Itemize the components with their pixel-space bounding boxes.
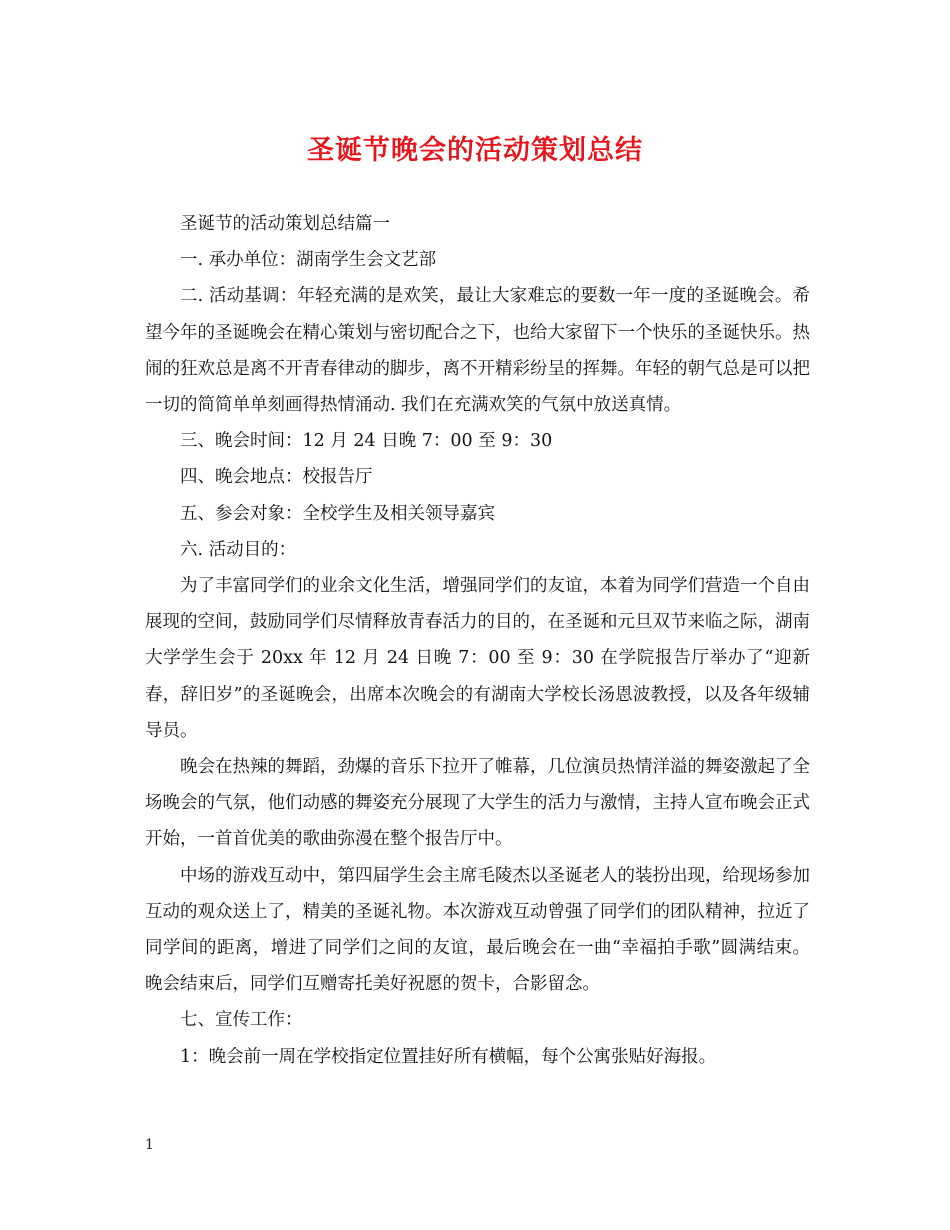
paragraph-purpose-heading: 六. 活动目的： <box>180 539 297 560</box>
paragraph-publicity-heading: 七、宣传工作： <box>180 1010 303 1031</box>
paragraph-subtitle: 圣诞节的活动策划总结篇一 <box>180 214 390 234</box>
page-number: 1 <box>145 1137 154 1153</box>
paragraph-purpose: 为了丰富同学们的业余文化生活，增强同学们的友谊，本着为同学们营造一个自由展现的空间，鼓励同学们尽情释放青春活力的目的，在圣诞和元旦双节来临之际，湖南大学学生会于 20xx 年 12 月 24 日晚 7：00 至 9：30 在学院报告厅举办了“迎新春，辞旧岁”的圣诞晚会，出席本次晚会的有湖南大学校长汤恩波教授，以及各年级辅导员。 <box>145 576 810 741</box>
paragraph-organizer: 一. 承办单位：湖南学生会文艺部 <box>180 250 437 271</box>
paragraph-time: 三、晚会时间：12 月 24 日晚 7：00 至 9：30 <box>180 431 553 452</box>
paragraph-theme: 二. 活动基调：年轻充满的是欢笑，最让大家难忘的要数一年一度的圣诞晚会。希望今年的圣诞晚会在精心策划与密切配合之下，也给大家留下一个快乐的圣诞快乐。热闹的狂欢总是离不开青春律动的脚步，离不开精彩纷呈的挥舞。年轻的朝气总是可以把一切的简简单单刻画得热情涌动. 我们在充满欢笑的气氛中放送真情。 <box>145 286 810 416</box>
paragraph-opening: 晚会在热辣的舞蹈，劲爆的音乐下拉开了帷幕，几位演员热情洋溢的舞姿激起了全场晚会的气氛，他们动感的舞姿充分展现了大学生的活力与激情，主持人宣布晚会正式开始，一首首优美的歌曲弥漫在整个报告厅中。 <box>145 757 810 850</box>
paragraph-attendees: 五、参会对象：全校学生及相关领导嘉宾 <box>180 503 495 524</box>
document-body <box>145 206 810 1075</box>
paragraph-publicity-1: 1：晚会前一周在学校指定位置挂好所有横幅，每个公寓张贴好海报。 <box>180 1046 717 1067</box>
document-title: 圣诞节晚会的活动策划总结 <box>307 135 643 166</box>
paragraph-games: 中场的游戏互动中，第四届学生会主席毛陵杰以圣诞老人的装扮出现，给现场参加互动的观众送上了，精美的圣诞礼物。本次游戏互动曾强了同学们的团队精神，拉近了同学间的距离，增进了同学们之间的友谊，最后晚会在一曲“幸福拍手歌”圆满结束。晚会结束后，同学们互赠寄托美好祝愿的贺卡，合影留念。 <box>145 865 810 995</box>
paragraph-location: 四、晚会地点：校报告厅 <box>180 467 373 488</box>
